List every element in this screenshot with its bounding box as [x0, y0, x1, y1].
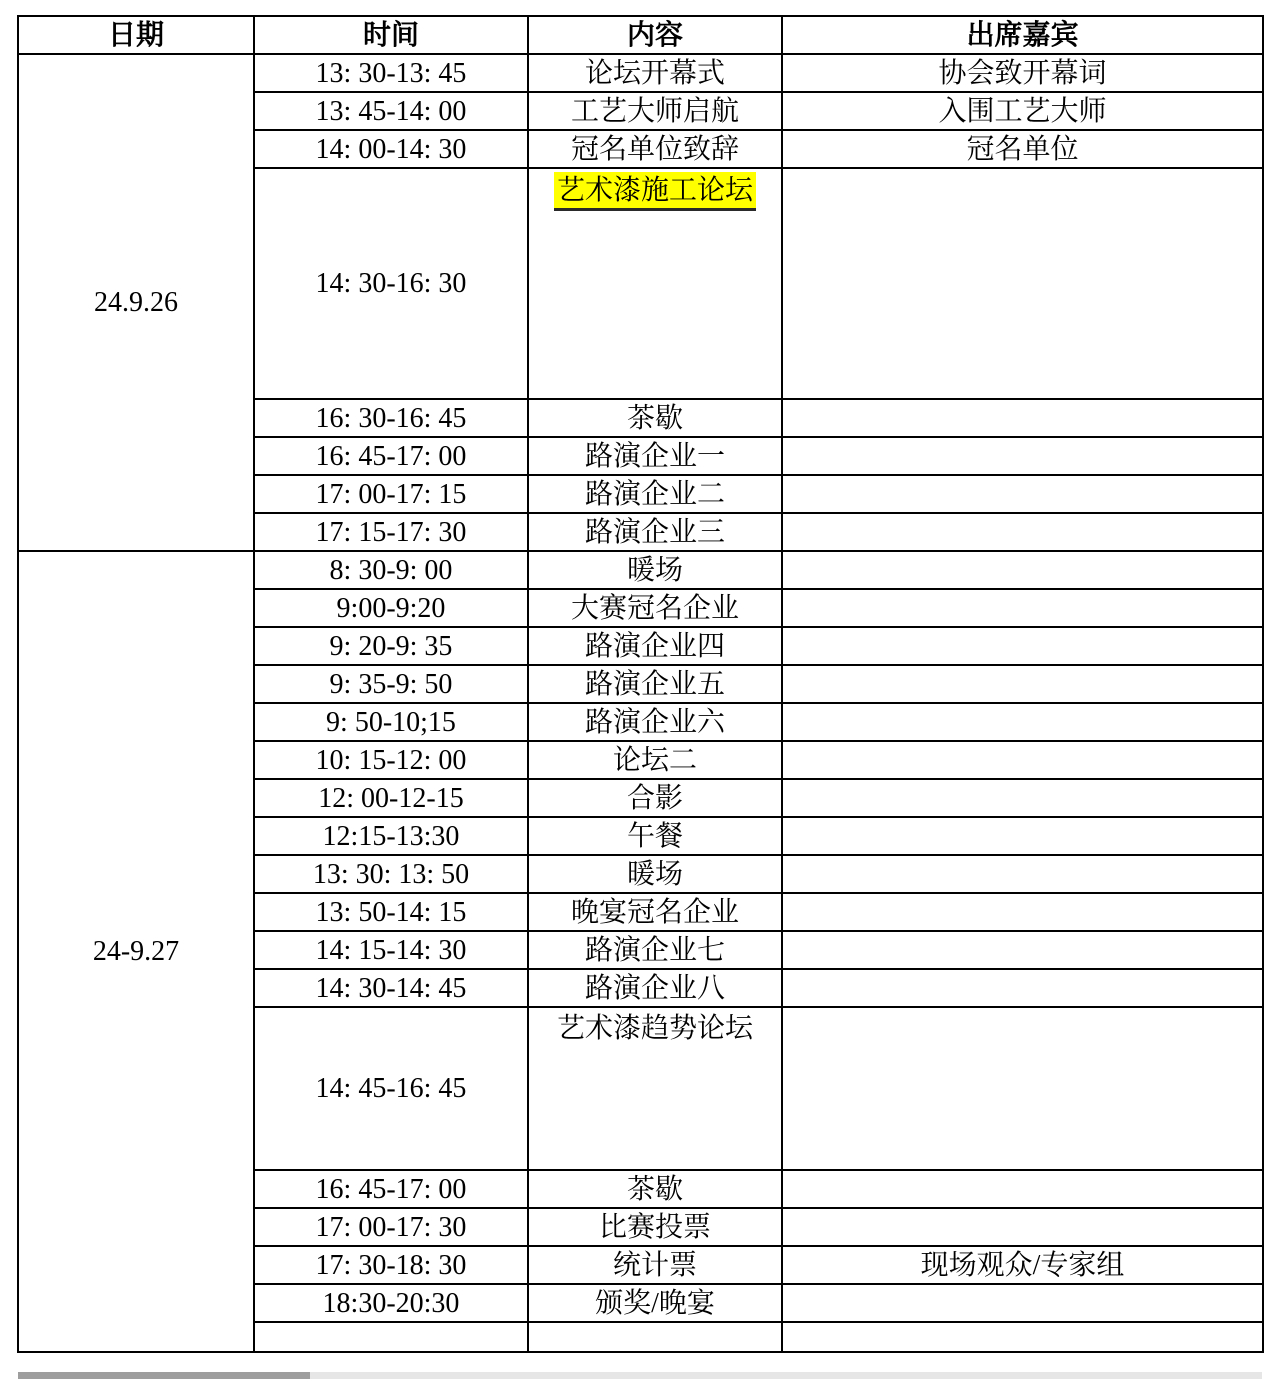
content-cell: 论坛开幕式	[528, 54, 782, 92]
guests-cell	[782, 475, 1263, 513]
time-cell: 14: 45-16: 45	[254, 1007, 528, 1170]
time-cell: 12:15-13:30	[254, 817, 528, 855]
date-cell: 24.9.26	[18, 54, 254, 551]
content-cell: 合影	[528, 779, 782, 817]
time-cell: 14: 30-16: 30	[254, 168, 528, 399]
content-cell: 艺术漆趋势论坛	[528, 1007, 782, 1170]
time-cell	[254, 1322, 528, 1352]
guests-cell	[782, 665, 1263, 703]
guests-cell	[782, 551, 1263, 589]
guests-cell	[782, 855, 1263, 893]
guests-cell	[782, 969, 1263, 1007]
content-cell: 路演企业八	[528, 969, 782, 1007]
content-cell: 比赛投票	[528, 1208, 782, 1246]
content-cell: 冠名单位致辞	[528, 130, 782, 168]
guests-cell	[782, 627, 1263, 665]
content-cell: 大赛冠名企业	[528, 589, 782, 627]
content-cell	[528, 168, 782, 399]
guests-cell	[782, 589, 1263, 627]
time-cell: 14: 00-14: 30	[254, 130, 528, 168]
guests-cell	[782, 741, 1263, 779]
time-cell: 9: 35-9: 50	[254, 665, 528, 703]
header-content: 内容	[528, 16, 782, 54]
content-cell: 统计票	[528, 1246, 782, 1284]
time-cell: 10: 15-12: 00	[254, 741, 528, 779]
guests-cell	[782, 1007, 1263, 1170]
guests-cell: 冠名单位	[782, 130, 1263, 168]
guests-cell	[782, 893, 1263, 931]
content-cell: 论坛二	[528, 741, 782, 779]
guests-cell	[782, 817, 1263, 855]
content-cell: 工艺大师启航	[528, 92, 782, 130]
guests-cell	[782, 779, 1263, 817]
header-time: 时间	[254, 16, 528, 54]
time-cell: 17: 15-17: 30	[254, 513, 528, 551]
time-cell: 17: 00-17: 30	[254, 1208, 528, 1246]
time-cell: 14: 15-14: 30	[254, 931, 528, 969]
content-cell: 暖场	[528, 551, 782, 589]
content-cell: 路演企业五	[528, 665, 782, 703]
content-cell: 暖场	[528, 855, 782, 893]
guests-cell	[782, 703, 1263, 741]
content-cell: 颁奖/晚宴	[528, 1284, 782, 1322]
guests-cell	[782, 399, 1263, 437]
guests-cell	[782, 437, 1263, 475]
time-cell: 13: 50-14: 15	[254, 893, 528, 931]
guests-cell	[782, 168, 1263, 399]
time-cell: 13: 45-14: 00	[254, 92, 528, 130]
content-cell: 路演企业二	[528, 475, 782, 513]
time-cell: 9:00-9:20	[254, 589, 528, 627]
time-cell: 17: 00-17: 15	[254, 475, 528, 513]
content-cell	[528, 1322, 782, 1352]
time-cell: 13: 30: 13: 50	[254, 855, 528, 893]
guests-cell: 协会致开幕词	[782, 54, 1263, 92]
content-cell: 路演企业三	[528, 513, 782, 551]
content-cell: 路演企业六	[528, 703, 782, 741]
time-cell: 9: 50-10;15	[254, 703, 528, 741]
highlighted-content: 艺术漆施工论坛	[554, 172, 756, 211]
time-cell: 12: 00-12-15	[254, 779, 528, 817]
header-row	[18, 16, 1263, 54]
content-cell: 晚宴冠名企业	[528, 893, 782, 931]
content-cell: 路演企业七	[528, 931, 782, 969]
guests-cell	[782, 931, 1263, 969]
guests-cell	[782, 1208, 1263, 1246]
guests-cell	[782, 1322, 1263, 1352]
header-date: 日期	[18, 16, 254, 54]
time-cell: 18:30-20:30	[254, 1284, 528, 1322]
content-cell: 茶歇	[528, 1170, 782, 1208]
time-cell: 17: 30-18: 30	[254, 1246, 528, 1284]
time-cell: 16: 45-17: 00	[254, 437, 528, 475]
content-cell: 路演企业四	[528, 627, 782, 665]
guests-cell	[782, 1284, 1263, 1322]
guests-cell: 入围工艺大师	[782, 92, 1263, 130]
schedule-row	[18, 551, 1263, 589]
time-cell: 16: 45-17: 00	[254, 1170, 528, 1208]
time-cell: 9: 20-9: 35	[254, 627, 528, 665]
schedule-row	[18, 54, 1263, 92]
content-cell: 路演企业一	[528, 437, 782, 475]
guests-cell	[782, 1170, 1263, 1208]
time-cell: 13: 30-13: 45	[254, 54, 528, 92]
page-edge-strip-light	[310, 1372, 1262, 1379]
time-cell: 8: 30-9: 00	[254, 551, 528, 589]
schedule-table	[17, 15, 1264, 1353]
guests-cell: 现场观众/专家组	[782, 1246, 1263, 1284]
time-cell: 16: 30-16: 45	[254, 399, 528, 437]
page-edge-strip-dark	[18, 1372, 310, 1379]
header-guests: 出席嘉宾	[782, 16, 1263, 54]
time-cell: 14: 30-14: 45	[254, 969, 528, 1007]
content-cell: 茶歇	[528, 399, 782, 437]
date-cell: 24-9.27	[18, 551, 254, 1352]
guests-cell	[782, 513, 1263, 551]
content-cell: 午餐	[528, 817, 782, 855]
